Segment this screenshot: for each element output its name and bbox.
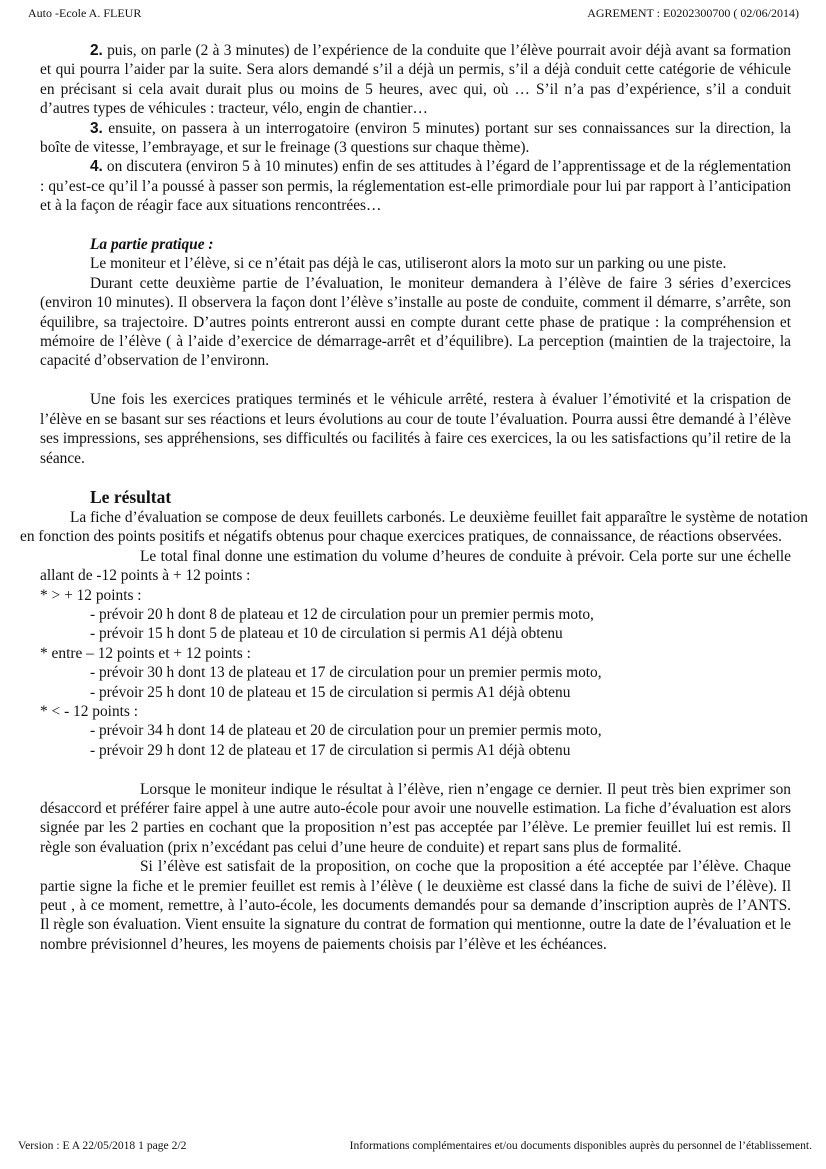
header-school-name: Auto -Ecole A. FLEUR	[28, 6, 142, 20]
item-text: on discutera (environ 5 à 10 minutes) enfin de ses attitudes à l’égard de l’apprentissage et de la réglementation : qu’est-ce qu’il l’a poussé à passer son permis, la réglementation est-elle primordiale pour lui par rapport à l’anticipation et à la façon de réagir face aux situations rencontrées…	[40, 158, 791, 215]
theory-item-2	[40, 41, 791, 119]
result-total-paragraph: Le total final donne une estimation du volume d’heures de conduite à prévoir. Cela porte sur une échelle allant de -12 points à + 12 points :	[40, 547, 791, 585]
practical-paragraph-3: Une fois les exercices pratiques terminés et le véhicule arrêté, restera à évaluer l’émotivité et la crispation de l’élève en se basant sur ses réactions et leurs évolutions au cour de toute l’évaluation. Pourra aussi être demandé à l’élève ses impressions, ses appréhensions, ses difficultés ou facilités à faire ces exercices, la ou les satisfactions qu’il retire de la séance.	[40, 391, 791, 467]
item-number: 4.	[90, 158, 103, 176]
bracket-line: - prévoir 20 h dont 8 de plateau et 12 de circulation pour un premier permis moto,	[90, 605, 594, 623]
item-text: puis, on parle (2 à 3 minutes) de l’expérience de la conduite que l’élève pourrait avoir déjà avant sa formation et qui pourra l’aider par la suite. Sera alors demandé s’il a déjà un permis, s’il a déjà conduit cette catégorie de véhicule en précisant si cela avait durait plus ou moins de 5 heures, avec qui, où … S’il n’a pas d’expérience, s’il a conduit d’autres types de véhicules : tracteur, vélo, engin de chantier…	[40, 42, 791, 118]
bracket-line: - prévoir 34 h dont 14 de plateau et 20 de circulation pour un premier permis moto,	[90, 722, 602, 740]
item-number: 2.	[90, 42, 103, 59]
bracket-label: * > + 12 points :	[40, 586, 142, 604]
bracket-line: - prévoir 25 h dont 10 de plateau et 15 de circulation si permis A1 déjà obtenu	[90, 683, 571, 701]
theory-item-3	[40, 119, 791, 158]
bracket-line: - prévoir 29 h dont 12 de plateau et 17 de circulation si permis A1 déjà obtenu	[90, 741, 571, 759]
bracket-label: * entre – 12 points et + 12 points :	[40, 644, 251, 662]
header-agreement-number: AGREMENT : E0202300700 ( 02/06/2014)	[587, 6, 799, 20]
result-heading: Le résultat	[90, 486, 172, 507]
footer-version: Version : E A 22/05/2018 1 page 2/2	[18, 1139, 187, 1152]
footer-info: Informations complémentaires et/ou documents disponibles auprès du personnel de l’établissement.	[349, 1139, 812, 1152]
theory-item-4	[40, 157, 791, 215]
document-body	[20, 41, 808, 954]
practical-paragraph-2: Durant cette deuxième partie de l’évaluation, le moniteur demandera à l’élève de faire 3 séries d’exercices (environ 10 minutes). Il observera la façon dont l’élève s’installe au poste de conduite, comment il démarre, s’arrête, son équilibre, sa trajectoire. D’autres points entreront aussi en compte durant cette phase de pratique : la compréhension et mémoire de l’élève ( à l’aide d’exercice de démarrage-arrêt et d’équilibre). La perception (maintien de la trajectoire, la capacité d’observation de l’environn.	[40, 274, 791, 370]
practical-heading: La partie pratique :	[90, 236, 214, 254]
item-number: 3.	[90, 119, 103, 137]
bracket-line: - prévoir 15 h dont 5 de plateau et 10 de circulation si permis A1 déjà obtenu	[90, 625, 563, 643]
result-intro-paragraph: La fiche d’évaluation se compose de deux feuillets carbonés. Le deuxième feuillet fait apparaître le système de notation en fonction des points positifs et négatifs obtenus pour chaque exercices pratiques, de connaissance, de réactions observées.	[20, 508, 808, 546]
result-intro-block	[20, 508, 808, 547]
result-refusal-paragraph: Lorsque le moniteur indique le résultat à l’élève, rien n’engage ce dernier. Il peut très bien exprimer son désaccord et préférer faire appel à une autre auto-école pour avoir une nouvelle estimation. La fiche d’évaluation est alors signée par les 2 parties en cochant que la proposition n’est pas acceptée par l’élève. Le premier feuillet lui est remis. Il règle son évaluation (prix n’excédant pas celui d’une heure de conduite) et repart sans plus de formalité.	[40, 780, 791, 856]
bracket-label: * < - 12 points :	[40, 702, 139, 720]
practical-paragraph-1: Le moniteur et l’élève, si ce n’était pas déjà le cas, utiliseront alors la moto sur un parking ou une piste.	[90, 255, 727, 273]
item-text: ensuite, on passera à un interrogatoire (environ 5 minutes) portant sur ses connaissances sur la direction, la boîte de vitesse, l’embrayage, et sur le freinage (3 questions sur chaque thème).	[40, 119, 791, 157]
bracket-line: - prévoir 30 h dont 13 de plateau et 17 de circulation pour un premier permis moto,	[90, 664, 602, 682]
result-acceptance-paragraph: Si l’élève est satisfait de la proposition, on coche que la proposition a été acceptée par l’élève. Chaque partie signe la fiche et le premier feuillet est remis à l’élève ( le deuxième est classé dans la fiche de suivi de l’élève). Il peut , à ce moment, remettre, à l’auto-école, les documents demandés pour sa demande d’inscription auprès de l’ANTS. Il règle son évaluation. Vient ensuite la signature du contrat de formation qui mentionne, outre la date de l’évaluation et le nombre prévisionnel d’heures, les moyens de paiements choisis par l’élève et les échéances.	[40, 858, 791, 953]
